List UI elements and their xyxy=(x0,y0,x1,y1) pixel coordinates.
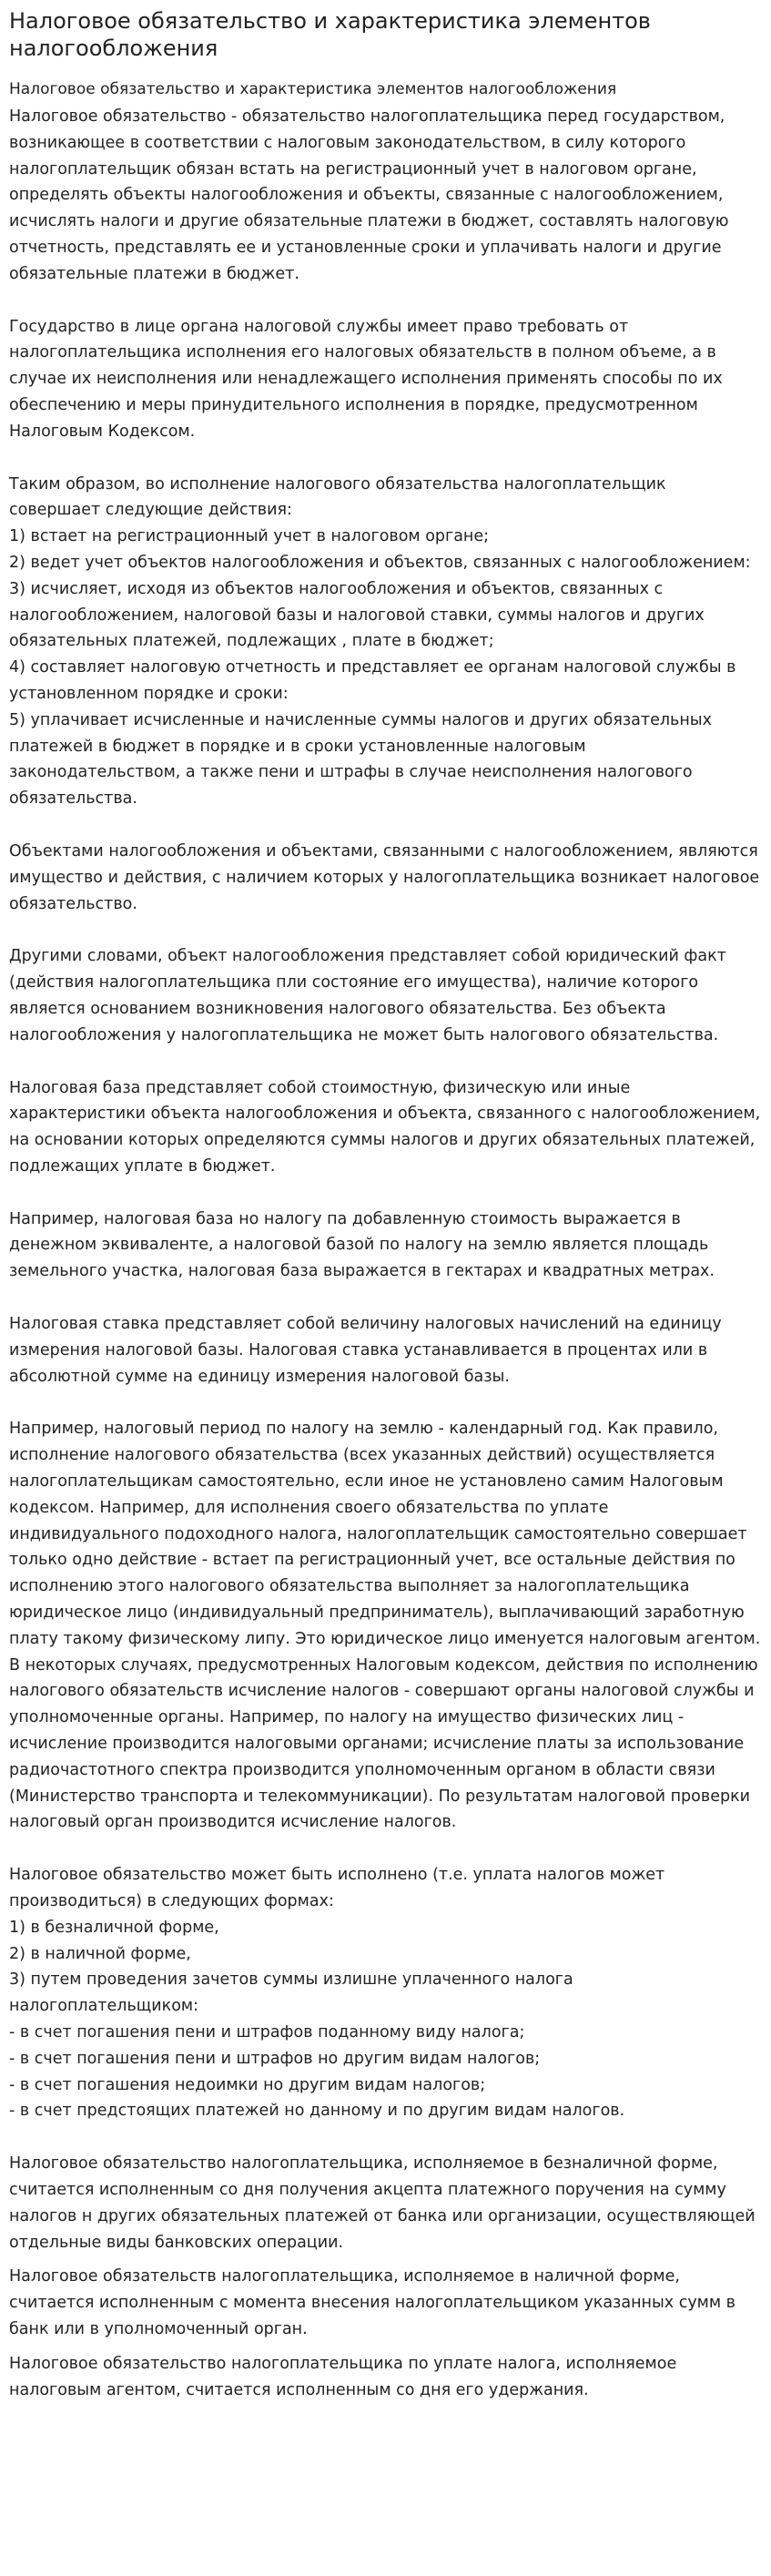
paragraph xyxy=(9,2264,762,2342)
paragraph-line: 2) в наличной форме, xyxy=(9,1944,191,1963)
paragraph-line: - в счет погашения пени и штрафов поданному виду налога; xyxy=(9,2023,525,2041)
paragraph xyxy=(9,472,762,812)
paragraph-line: 3) исчисляет, исходя из объектов налогообложения и объектов, связанных с налогообложением, налоговой базы и налоговой ставки, суммы налогов и других обязательных платежей, подлежащих , плате в бюджет; xyxy=(9,579,705,651)
paragraph-line: - в счет погашения пени и штрафов но другим видам налогов; xyxy=(9,2049,541,2068)
paragraph-line: Например, налоговый период по налогу на землю - календарный год. Как правило, исполнение налогового обязательства (всех указанных действий) осуществляется налогоплательщикам самостоятельно, если иное не установлено самим Налоговым кодексом. Например, для исполнения своего обязательства по уплате индивидуального подоходного налога, налогоплательщик самостоятельно совершает только одно действие - встает па регистрационный учет, все остальные действия по исполнению этого налогового обязательства выполняет за налогоплательщика юридическое лицо (индивидуальный предприниматель), выплачивающий заработную плату такому физическому липу. Это юридическое лицо именуется налоговым агентом. В некоторых случаях, предусмотренных Налоговым кодексом, действия по исполнению налогового обязательств исчисление налогов - совершают органы налоговой службы и уполномоченные органы. Например, по налогу на имущество физических лиц - исчисление производится налоговыми органами; исчисление платы за использование радиочастотного спектра производится уполномоченным органом в области связи (Министерство транспорта и телекоммуникации). По результатам налоговой проверки налоговый орган производится исчисление налогов. xyxy=(9,1420,761,1832)
paragraph-line: Объектами налогообложения и объектами, связанными с налогообложением, являются имущество и действия, с наличием которых у налогоплательщика возникает налоговое обязательство. xyxy=(9,841,760,913)
paragraph-line: 1) встает на регистрационный учет в налоговом органе; xyxy=(9,527,490,546)
paragraph-line: 4) составляет налоговую отчетность и представляет ее органам налоговой службы в установленном порядке и сроки: xyxy=(9,658,736,703)
paragraph xyxy=(9,1416,762,1836)
paragraph-line: 1) в безналичной форме, xyxy=(9,1918,219,1937)
paragraph xyxy=(9,314,762,445)
paragraph-line: 2) ведет учет объектов налогообложения и объектов, связанных с налогообложением: xyxy=(9,553,751,572)
paragraph xyxy=(9,1862,762,2124)
paragraph xyxy=(9,1207,762,1285)
paragraph-line: Налоговое обязательство налогоплательщика, исполняемое в безналичной форме, считается исполненным со дня получения акцепта платежного поручения на сумму налогов н других обязательных платежей от банка или организации, осуществляющей отдельные виды банковских операции. xyxy=(9,2154,756,2252)
paragraph-line: Налоговое обязательство может быть исполнено (т.е. уплата налогов может производиться) в следующих формах: xyxy=(9,1866,665,1911)
paragraph-line: Например, налоговая база но налогу па добавленную стоимость выражается в денежном эквиваленте, а налоговой базой по налогу на землю является площадь земельного участка, налоговая база выражается в гектарах и квадратных метрах. xyxy=(9,1209,715,1281)
article-body xyxy=(9,104,762,2403)
paragraph xyxy=(9,839,762,917)
paragraph-line: 3) путем проведения зачетов суммы излишне уплаченного налога налогоплательщиком: xyxy=(9,1970,573,2016)
paragraph-line: 5) уплачивает исчисленные и начисленные суммы налогов и других обязательных платежей в бюджет в порядке и в сроки установленные налоговым законодательством, а также пени и штрафы в случае неисполнения налогового обязательства. xyxy=(9,710,712,809)
paragraph-line: - в счет предстоящих платежей но данному и по другим видам налогов. xyxy=(9,2102,625,2121)
page-title: Налоговое обязательство и характеристика элементов налогообложения xyxy=(9,8,651,61)
article-subtitle: Налоговое обязательство и характеристика элементов налогообложения xyxy=(9,80,617,98)
paragraph xyxy=(9,2151,762,2255)
paragraph-line: - в счет погашения недоимки но другим видам налогов; xyxy=(9,2075,486,2094)
paragraph-line: Налоговое обязательство налогоплательщика по уплате налога, исполняемое налоговым агентом, считается исполненным со дня его удержания. xyxy=(9,2354,677,2399)
paragraph-line: Налоговое обязательств налогоплательщика, исполняемое в наличной форме, считается исполненным с момента внесения налогоплательщиком указанных сумм в банк или в уполномоченный орган. xyxy=(9,2267,735,2338)
paragraph xyxy=(9,1075,762,1180)
paragraph xyxy=(9,943,762,1048)
paragraph-line: Таким образом, во исполнение налогового обязательства налогоплательщик совершает следующие действия: xyxy=(9,474,666,520)
paragraph-line: Налоговая база представляет собой стоимостную, физическую или иные характеристики объекта налогообложения и объекта, связанного с налогообложением, на основании которых определяются суммы налогов и других обязательных платежей, подлежащих уплате в бюджет. xyxy=(9,1078,761,1176)
paragraph xyxy=(9,2351,762,2404)
paragraph-line: Государство в лице органа налоговой службы имеет право требовать от налогоплательщика исполнения его налоговых обязательств в полном объеме, а в случае их неисполнения или ненадлежащего исполнения применять способы по их обеспечению и меры принудительного исполнения в порядке, предусмотренном Налоговым Кодексом. xyxy=(9,317,723,441)
paragraph-line: Налоговая ставка представляет собой величину налоговых начислений на единицу измерения налоговой базы. Налоговая ставка устанавливается в процентах или в абсолютной сумме на единицу измерения налоговой базы. xyxy=(9,1315,722,1386)
paragraph-line: Налоговое обязательство - обязательство налогоплательщика перед государством, возникающее в соответствии с налоговым законодательством, в силу которого налогоплательщик обязан встать на регистрационный учет в налоговом органе, определять объекты налогообложения и объекты, связанные с налогообложением, исчислять налоги и другие обязательные платежи в бюджет, составлять налоговую отчетность, представлять ее и установленные сроки и уплачивать налоги и другие обязательные платежи в бюджет. xyxy=(9,107,729,283)
paragraph-line: Другими словами, объект налогообложения представляет собой юридический факт (действия налогоплательщика пли состояние его имущества), наличие которого является основанием возникновения налогового обязательства. Без объекта налогообложения у налогоплательщика не может быть налогового обязательства. xyxy=(9,947,726,1044)
paragraph xyxy=(9,104,762,288)
paragraph xyxy=(9,1311,762,1390)
